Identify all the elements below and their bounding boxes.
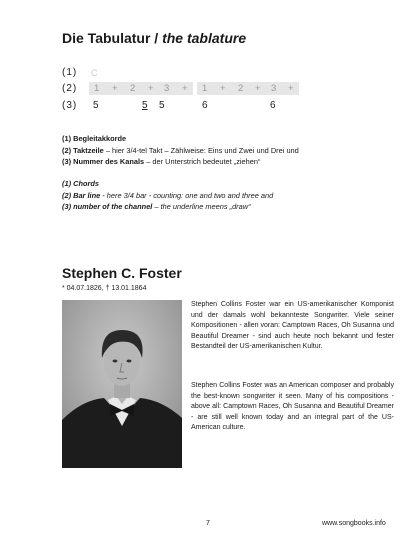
section-title <box>62 30 246 46</box>
bio-paragraph-german: Stephen Collins Foster war ein US-amerikanischer Komponist und der damals wohl bekannteste Songwriter. Viele seiner Kompositionen - allen voran: Camptown Races, Oh Susanna und Beautiful Dreamer - sind auch heute noch bekannt und fester Bestandteil der US-amerikanischen Kultur. <box>191 301 394 350</box>
count-cell: 1 <box>94 83 100 94</box>
portrait-photo <box>62 300 182 468</box>
website-link[interactable]: www.songbooks.info <box>322 520 386 527</box>
channel-row <box>89 100 309 114</box>
channel-number: 6 <box>270 100 276 111</box>
count-cell: 1 <box>202 83 208 94</box>
biography-title: Stephen C. Foster <box>62 265 182 281</box>
legend-item: (2) Bar line - here 3/4 bar - counting: one and two and three and <box>62 190 274 200</box>
count-cell: 3 <box>271 83 277 94</box>
channel-number: 5 <box>159 100 165 111</box>
count-cell: + <box>255 83 261 94</box>
title-german: Die Tabulatur / <box>62 30 159 46</box>
legend-item: (2) Taktzeile – hier 3/4-tel Takt – Zählweise: Eins und Zwei und Drei und <box>62 145 299 155</box>
count-cell: 2 <box>130 83 136 94</box>
bar-box-2 <box>197 82 299 95</box>
tab-row2-label: (2) <box>62 83 78 94</box>
bio-paragraph-english: Stephen Collins Foster was an American composer and probably the best-known songwriter it seen. Many of his compositions - above all: Camptown Races, Oh Susanna and Beautiful Dreamer - are still well known today and an integral part of the US-American culture. <box>191 382 394 431</box>
tab-row1-label: (1) <box>62 67 78 78</box>
legend-item: (1) Chords <box>62 179 99 188</box>
bar-box-1 <box>89 82 193 95</box>
channel-number: 6 <box>202 100 208 111</box>
legend-german <box>62 133 299 168</box>
tab-chord: C <box>91 68 98 78</box>
legend-english <box>62 178 273 213</box>
legend-item: (3) number of the channel – the underline meens „draw“ <box>62 202 251 211</box>
portrait-illustration <box>62 300 182 468</box>
channel-number: 5 <box>93 100 99 111</box>
title-english: the tablature <box>162 30 247 46</box>
count-cell: + <box>288 83 294 94</box>
legend-item: (1) Begleitakkorde <box>62 134 127 143</box>
life-dates: * 04.07.1826, † 13.01.1864 <box>62 285 147 292</box>
count-cell: 3 <box>164 83 170 94</box>
count-cell: 2 <box>238 83 244 94</box>
count-cell: + <box>182 83 188 94</box>
channel-number-draw: 5 <box>142 100 148 111</box>
count-cell: + <box>220 83 226 94</box>
legend-item: (3) Nummer des Kanals – der Unterstrich bedeutet „ziehen“ <box>62 157 261 166</box>
page-number: 7 <box>206 520 210 527</box>
count-cell: + <box>148 83 154 94</box>
count-cell: + <box>112 83 118 94</box>
tab-row3-label: (3) <box>62 100 78 111</box>
